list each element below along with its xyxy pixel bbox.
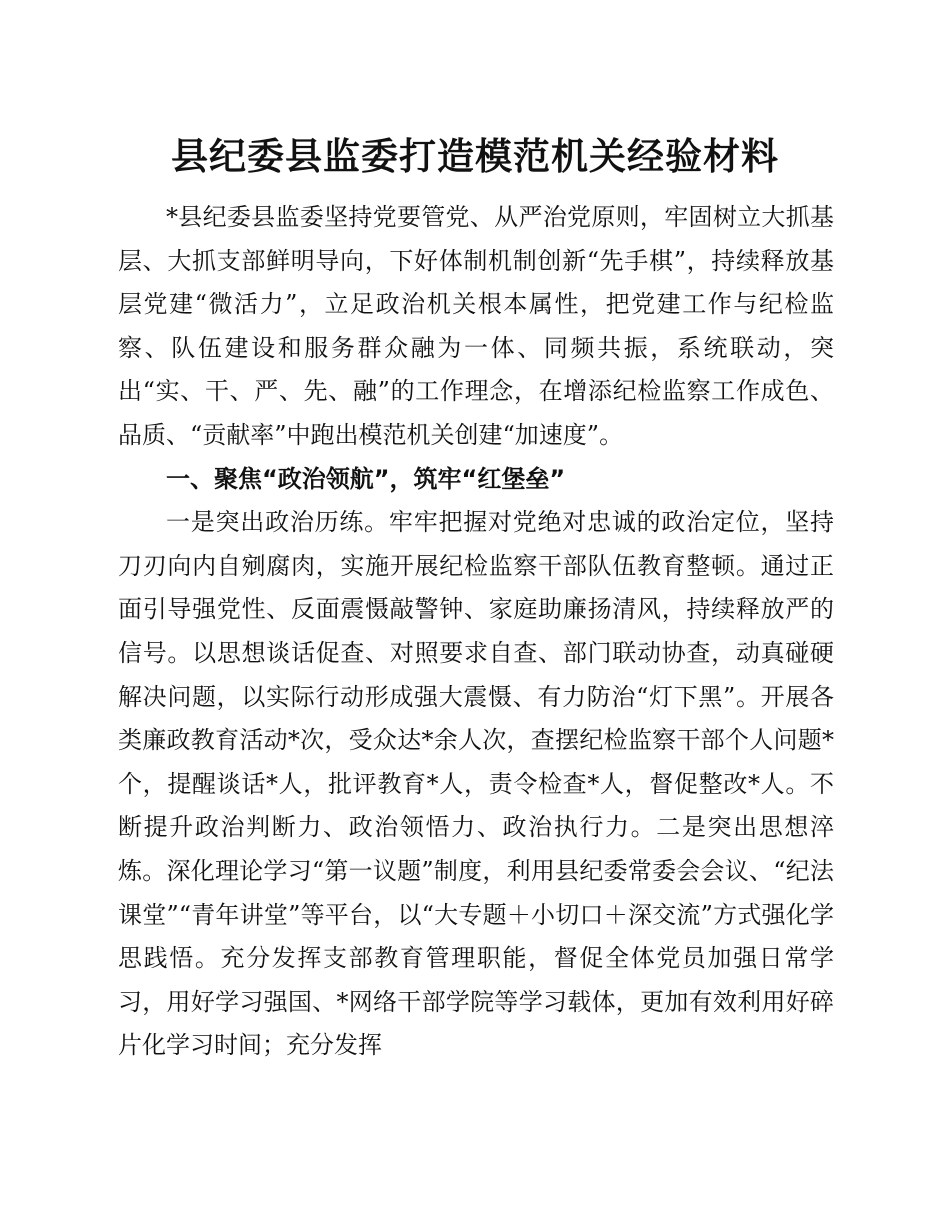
- document-title: 县纪委县监委打造模范机关经验材料: [171, 134, 779, 178]
- intro-paragraph: *县纪委县监委坚持党要管党、从严治党原则，牢固树立大抓基层、大抓支部鲜明导向，下好体制机制创新“先手棋”，持续释放基层党建“微活力”，立足政治机关根本属性，把党建工作与纪检监察、队伍建设和服务群众融为一体、同频共振，系统联动，突出“实、干、严、先、融”的工作理念，在增添纪检监察工作成色、品质、“贡献率”中跑出模范机关创建“加速度”。: [118, 203, 834, 449]
- document-body: [118, 196, 834, 1068]
- section-heading: 一、聚焦“政治领航”，筑牢“红堡垒”: [166, 464, 566, 493]
- body-paragraph: 一是突出政治历练。牢牢把握对党绝对忠诚的政治定位，坚持刀刃向内自剜腐肉，实施开展纪检监察干部队伍教育整顿。通过正面引导强党性、反面震慑敲警钟、家庭助廉扬清风，持续释放严的信号。以思想谈话促查、对照要求自查、部门联动协查，动真碰硬解决问题，以实际行动形成强大震慑、有力防治“灯下黑”。开展各类廉政教育活动*次，受众达*余人次，查摆纪检监察干部个人问题*个，提醒谈话*人，批评教育*人，责令检查*人，督促整改*人。不断提升政治判断力、政治领悟力、政治执行力。二是突出思想淬炼。深化理论学习“第一议题”制度，利用县纪委常委会会议、“纪法课堂”“青年讲堂”等平台，以“大专题＋小切口＋深交流”方式强化学思践悟。充分发挥支部教育管理职能，督促全体党员加强日常学习，用好学习强国、*网络干部学院等学习载体，更加有效利用好碎片化学习时间；充分发挥: [118, 508, 834, 1060]
